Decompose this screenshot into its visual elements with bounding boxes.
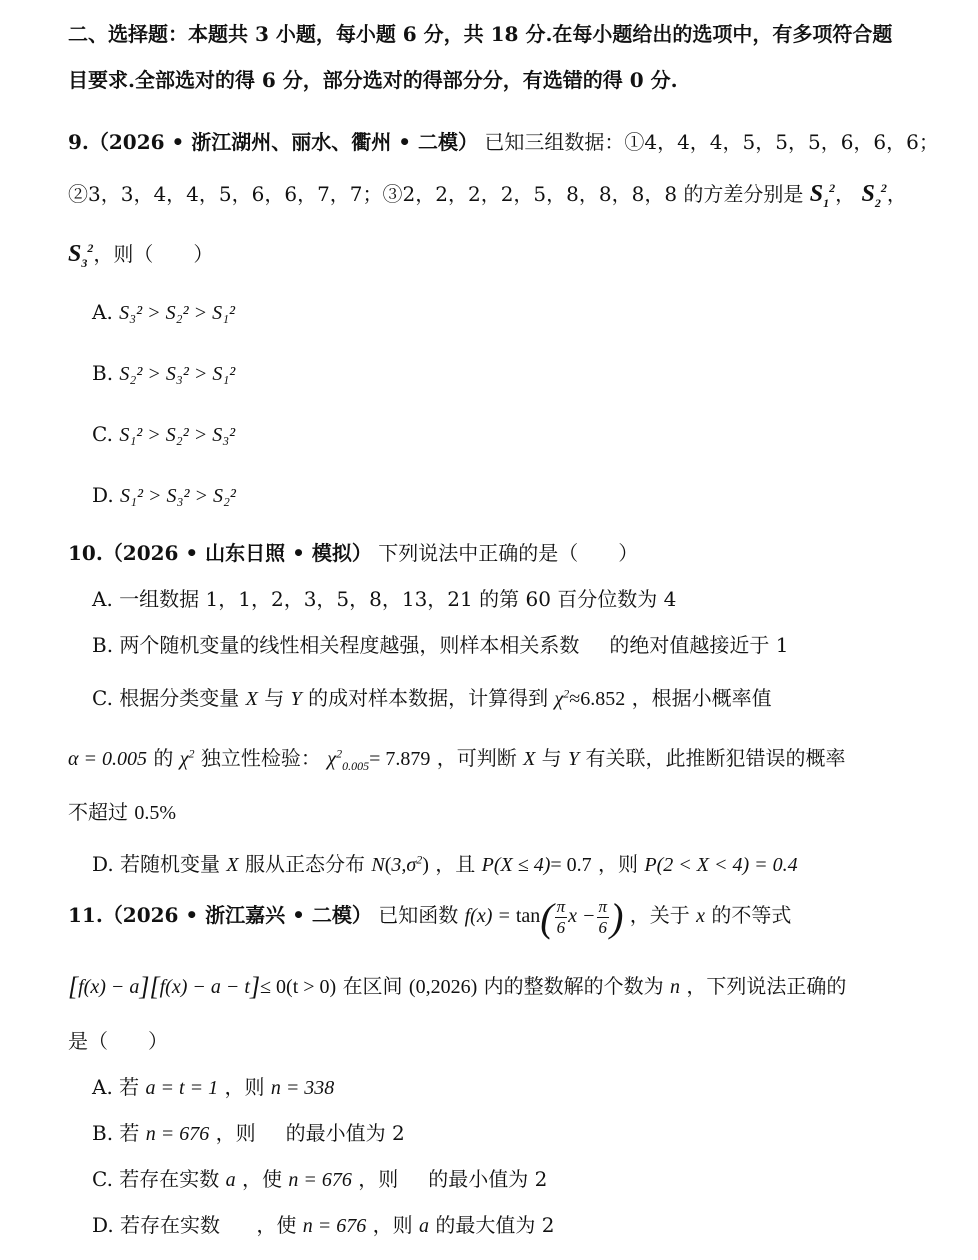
q9-s1-symbol: $S_1^2$ [809, 181, 836, 210]
q11-option-d-text5: 的最大值为 2 [435, 1213, 555, 1237]
q11-option-a-result: n = 338 [270, 1077, 335, 1099]
q11-option-a-cond: a = t = 1 [145, 1077, 219, 1099]
q9-option-b-expr: S₂² > S₃² > S₁² [119, 363, 236, 385]
q11-stem-line2 [68, 970, 846, 1002]
q9-option-a-label: A. [92, 300, 113, 324]
q10-option-c-text12: 有关联，此推断犯错误的概率 [585, 746, 846, 770]
q9-option-c[interactable] [92, 422, 235, 447]
q11-stem-line3: 是（ ） [68, 1029, 168, 1053]
q9-stem-text1: 已知三组数据：①4，4，4，5，5，5，6，6，6； [484, 130, 939, 154]
q10-prob-result: P(2 < X < 4) = 0.4 [644, 854, 798, 876]
q10-option-b[interactable] [92, 629, 789, 658]
q10-option-d-text2: 服从正态分布 [244, 852, 365, 876]
q10-prob-value: = 0.7 [550, 854, 592, 876]
q9-option-c-label: C. [92, 422, 113, 446]
q10-alpha: α = 0.005 [68, 748, 147, 770]
q10-option-c-text5: ，根据小概率值 [631, 686, 772, 710]
q10-prob-expr: P(X ≤ 4) [481, 854, 551, 876]
q10-option-c-text2: 与 [264, 686, 285, 710]
q10-option-d-text3: ，且 [435, 852, 476, 876]
q11-option-a-text3: ，则 [224, 1075, 265, 1099]
q11-option-b-text3: ，则 [215, 1121, 256, 1145]
q9-option-d[interactable] [92, 483, 236, 508]
q10-option-c-text7: 的 [153, 746, 174, 770]
q9-stem-line1 [68, 126, 939, 155]
q11-option-c-text1: C. 若存在实数 [92, 1167, 220, 1191]
q10-var-x-2: X [523, 748, 536, 770]
q10-normal-dist: $N(3,\sigma^2)$ [371, 852, 429, 876]
q11-option-c-text4: ，则 [358, 1167, 399, 1191]
q10-option-c-cont2 [68, 796, 176, 825]
q10-number: 10. [68, 541, 103, 565]
q10-option-c-text8: 独立性检验： [200, 746, 321, 770]
q10-option-b-text2: 的绝对值越接近于 1 [609, 633, 789, 657]
q10-option-c-text3: 的成对样本数据，计算得到 [308, 686, 549, 710]
section-header-line1: 二、选择题：本题共 3 小题，每小题 6 分，共 18 分.在每小题给出的选项中，有多项符合题 [68, 22, 893, 46]
q10-option-c-text13: 不超过 [68, 800, 128, 824]
q9-option-a-expr: S₃² > S₂² > S₁² [119, 302, 236, 324]
q9-stem-line3 [68, 238, 213, 268]
q11-option-a[interactable] [92, 1071, 334, 1100]
q11-source: （2026 • 浙江嘉兴 • 二模） [102, 903, 372, 928]
q11-option-c-text5: 的最小值为 2 [428, 1167, 548, 1191]
q10-var-x: X [245, 688, 258, 710]
q10-stem [68, 537, 638, 566]
q9-option-d-label: D. [92, 483, 114, 507]
q11-option-c-var-a: a [225, 1169, 236, 1191]
q10-option-d[interactable] [92, 848, 798, 877]
q11-option-d-text2: ，使 [256, 1213, 297, 1237]
q11-option-d-text1: D. 若存在实数 [92, 1213, 221, 1237]
q10-chi-critical: $\chi^2_{0.005}$ [327, 746, 370, 773]
q11-function-def: f(x) = tan( $\frac{\pi}{6}$ x − $\frac{\pi}{6}$ ) [464, 895, 624, 940]
q10-var-x-3: X [226, 854, 239, 876]
section-header-line2: 目要求.全部选对的得 6 分，部分选对的得部分分，有选错的得 0 分. [68, 68, 678, 92]
q9-stem-line2: ②3，3，4，4，5，6，6，7，7；③2，2，2，2，5，8，8，8，8 的方差分别是 $S_1^2$， $S_2^2$， [68, 181, 907, 210]
q9-number: 9. [68, 130, 89, 154]
q11-stem-text7: 内的整数解的个数为 [483, 974, 664, 998]
q11-option-d-cond: n = 676 [302, 1215, 367, 1237]
q11-var-x: x [696, 905, 705, 928]
q11-var-n: n [669, 976, 680, 998]
q11-stem-line1 [68, 894, 791, 941]
q10-option-d-text1: D. 若随机变量 [92, 852, 221, 876]
q9-option-a[interactable] [92, 300, 235, 325]
q10-option-c[interactable] [92, 682, 772, 711]
q10-option-c-text10: ，可判断 [436, 746, 517, 770]
q11-inequality: [f(x) − a][f(x) − a − t] [68, 972, 261, 1001]
q11-stem-text1: 已知函数 [378, 903, 459, 928]
q11-stem-text5: 在区间 [342, 974, 403, 998]
q9-s2-symbol: $S_2^2$ [861, 181, 887, 210]
q11-stem-text3: 的不等式 [711, 903, 792, 928]
q10-option-d-text5: ，则 [598, 852, 638, 876]
q9-option-c-expr: S₁² > S₂² > S₃² [119, 424, 236, 446]
q10-chi-squared: $\chi^2$ [554, 686, 570, 710]
q11-number: 11. [68, 903, 103, 928]
q11-option-b-cond: n = 676 [145, 1123, 210, 1145]
q10-option-c-text1: C. 根据分类变量 [92, 686, 240, 710]
q9-option-d-expr: S₁² > S₃² > S₂² [120, 485, 236, 507]
q11-stem-text8: ，下列说法正确的 [686, 974, 847, 998]
q9-stem-text3: ，则（ ） [93, 242, 214, 266]
q11-option-d-text4: ，则 [372, 1213, 413, 1237]
q11-option-a-text1: A. 若 [92, 1075, 140, 1099]
q11-option-d-var-a: a [418, 1215, 429, 1237]
q10-option-c-text11: 与 [541, 746, 562, 770]
q11-option-c[interactable] [92, 1163, 547, 1192]
q10-var-y: Y [290, 688, 302, 710]
q10-chi-squared-2: $\chi^2$ [179, 746, 195, 770]
q10-stem-text: 下列说法中正确的是（ ） [378, 541, 639, 565]
q9-stem-text2: ②3，3，4，4，5，6，6，7，7；③2，2，2，2，5，8，8，8，8 的方差分别是 [68, 182, 804, 206]
q11-option-c-cond: n = 676 [288, 1169, 352, 1191]
q10-option-b-text1: B. 两个随机变量的线性相关程度越强，则样本相关系数 [92, 633, 580, 657]
q9-option-b[interactable] [92, 361, 235, 386]
q11-option-b-text1: B. 若 [92, 1121, 140, 1145]
q10-option-c-cont1 [68, 742, 845, 771]
q10-source: （2026 • 山东日照 • 模拟） [102, 541, 372, 565]
q10-var-y-2: Y [568, 748, 580, 770]
q11-option-b-text4: 的最小值为 2 [285, 1121, 405, 1145]
q9-s3-symbol: $S_3^2$ [68, 241, 94, 270]
q11-inequality-tail: ≤ 0(t > 0) [260, 976, 337, 998]
q11-option-c-text2: ，使 [242, 1167, 283, 1191]
q9-source: （2026 • 浙江湖州、丽水、衢州 • 二模） [88, 130, 478, 154]
q11-stem-text2: ，关于 [629, 903, 690, 928]
q11-interval: (0,2026) [408, 976, 478, 998]
q10-percent: 0.5% [134, 802, 177, 824]
q10-chi-critical-value: = 7.879 [369, 748, 431, 770]
q10-option-a[interactable]: A. 一组数据 1，1，2，3，5，8，13，21 的第 60 百分位数为 4 [92, 587, 677, 611]
q11-option-d[interactable] [92, 1209, 554, 1238]
q11-option-b[interactable] [92, 1117, 405, 1146]
q10-chi-value: ≈6.852 [569, 688, 626, 710]
q9-option-b-label: B. [92, 361, 114, 385]
